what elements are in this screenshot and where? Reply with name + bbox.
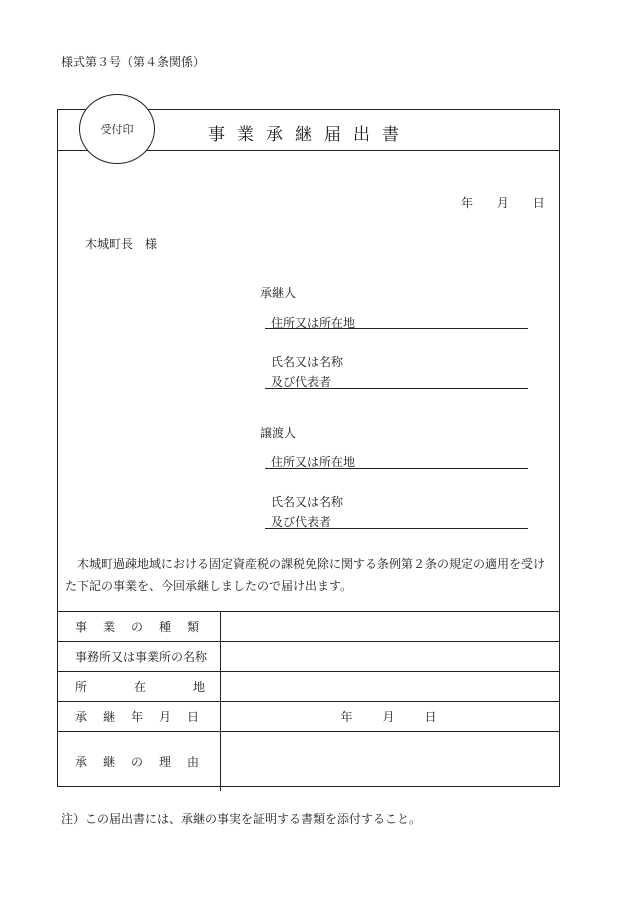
transferor-name-line[interactable]	[265, 528, 528, 529]
footnote: 注）この届出書には、承継の事実を証明する書類を添付すること。	[61, 812, 422, 826]
reception-stamp-circle	[79, 94, 155, 164]
declaration-text: 木城町過疎地域における固定資産税の課税免除に関する条例第２条の規定の適用を受けた下記の事業を、今回承継しましたので届け出ます。	[65, 557, 546, 593]
successor-name-line[interactable]	[265, 388, 528, 389]
date-year: 年	[461, 196, 474, 210]
office-name-label: 事務所又は事業所の名称	[57, 642, 220, 672]
reason-label: 承 継 の 理 由	[57, 732, 220, 792]
business-type-label: 事 業 の 種 類	[57, 612, 220, 642]
location-label: 所 在 地	[57, 672, 220, 702]
transferor-address-label: 住所又は所在地	[271, 455, 356, 469]
stamp-label: 受付印	[100, 123, 134, 136]
transferor-name-label-1: 氏名又は名称	[271, 495, 344, 509]
successor-address-line[interactable]	[265, 328, 528, 329]
transferor-address-line[interactable]	[265, 468, 528, 469]
business-table	[57, 611, 560, 791]
successor-name-label-1: 氏名又は名称	[271, 355, 344, 369]
table-row	[57, 612, 560, 642]
table-row	[57, 672, 560, 702]
form-number: 様式第３号（第４条関係）	[61, 55, 206, 69]
date-month: 月	[496, 196, 509, 210]
transferor-name-label-2: 及び代表者	[271, 515, 332, 529]
succession-date-value[interactable]: 年 月 日	[220, 702, 560, 732]
form-title: 事業承継届出書	[208, 125, 411, 145]
reason-value[interactable]	[220, 732, 560, 792]
successor-name-label-2: 及び代表者	[271, 375, 332, 389]
successor-heading: 承継人	[260, 286, 297, 300]
succession-date-label: 承 継 年 月 日	[57, 702, 220, 732]
table-row	[57, 642, 560, 672]
submission-date	[461, 194, 545, 211]
office-name-value[interactable]	[220, 642, 560, 672]
table-row	[57, 702, 560, 732]
table-row	[57, 732, 560, 792]
location-value[interactable]	[220, 672, 560, 702]
addressee: 木城町長 様	[85, 237, 158, 251]
successor-address-label: 住所又は所在地	[271, 316, 356, 330]
business-type-value[interactable]	[220, 612, 560, 642]
transferor-heading: 譲渡人	[260, 426, 297, 440]
date-day: 日	[532, 196, 545, 210]
